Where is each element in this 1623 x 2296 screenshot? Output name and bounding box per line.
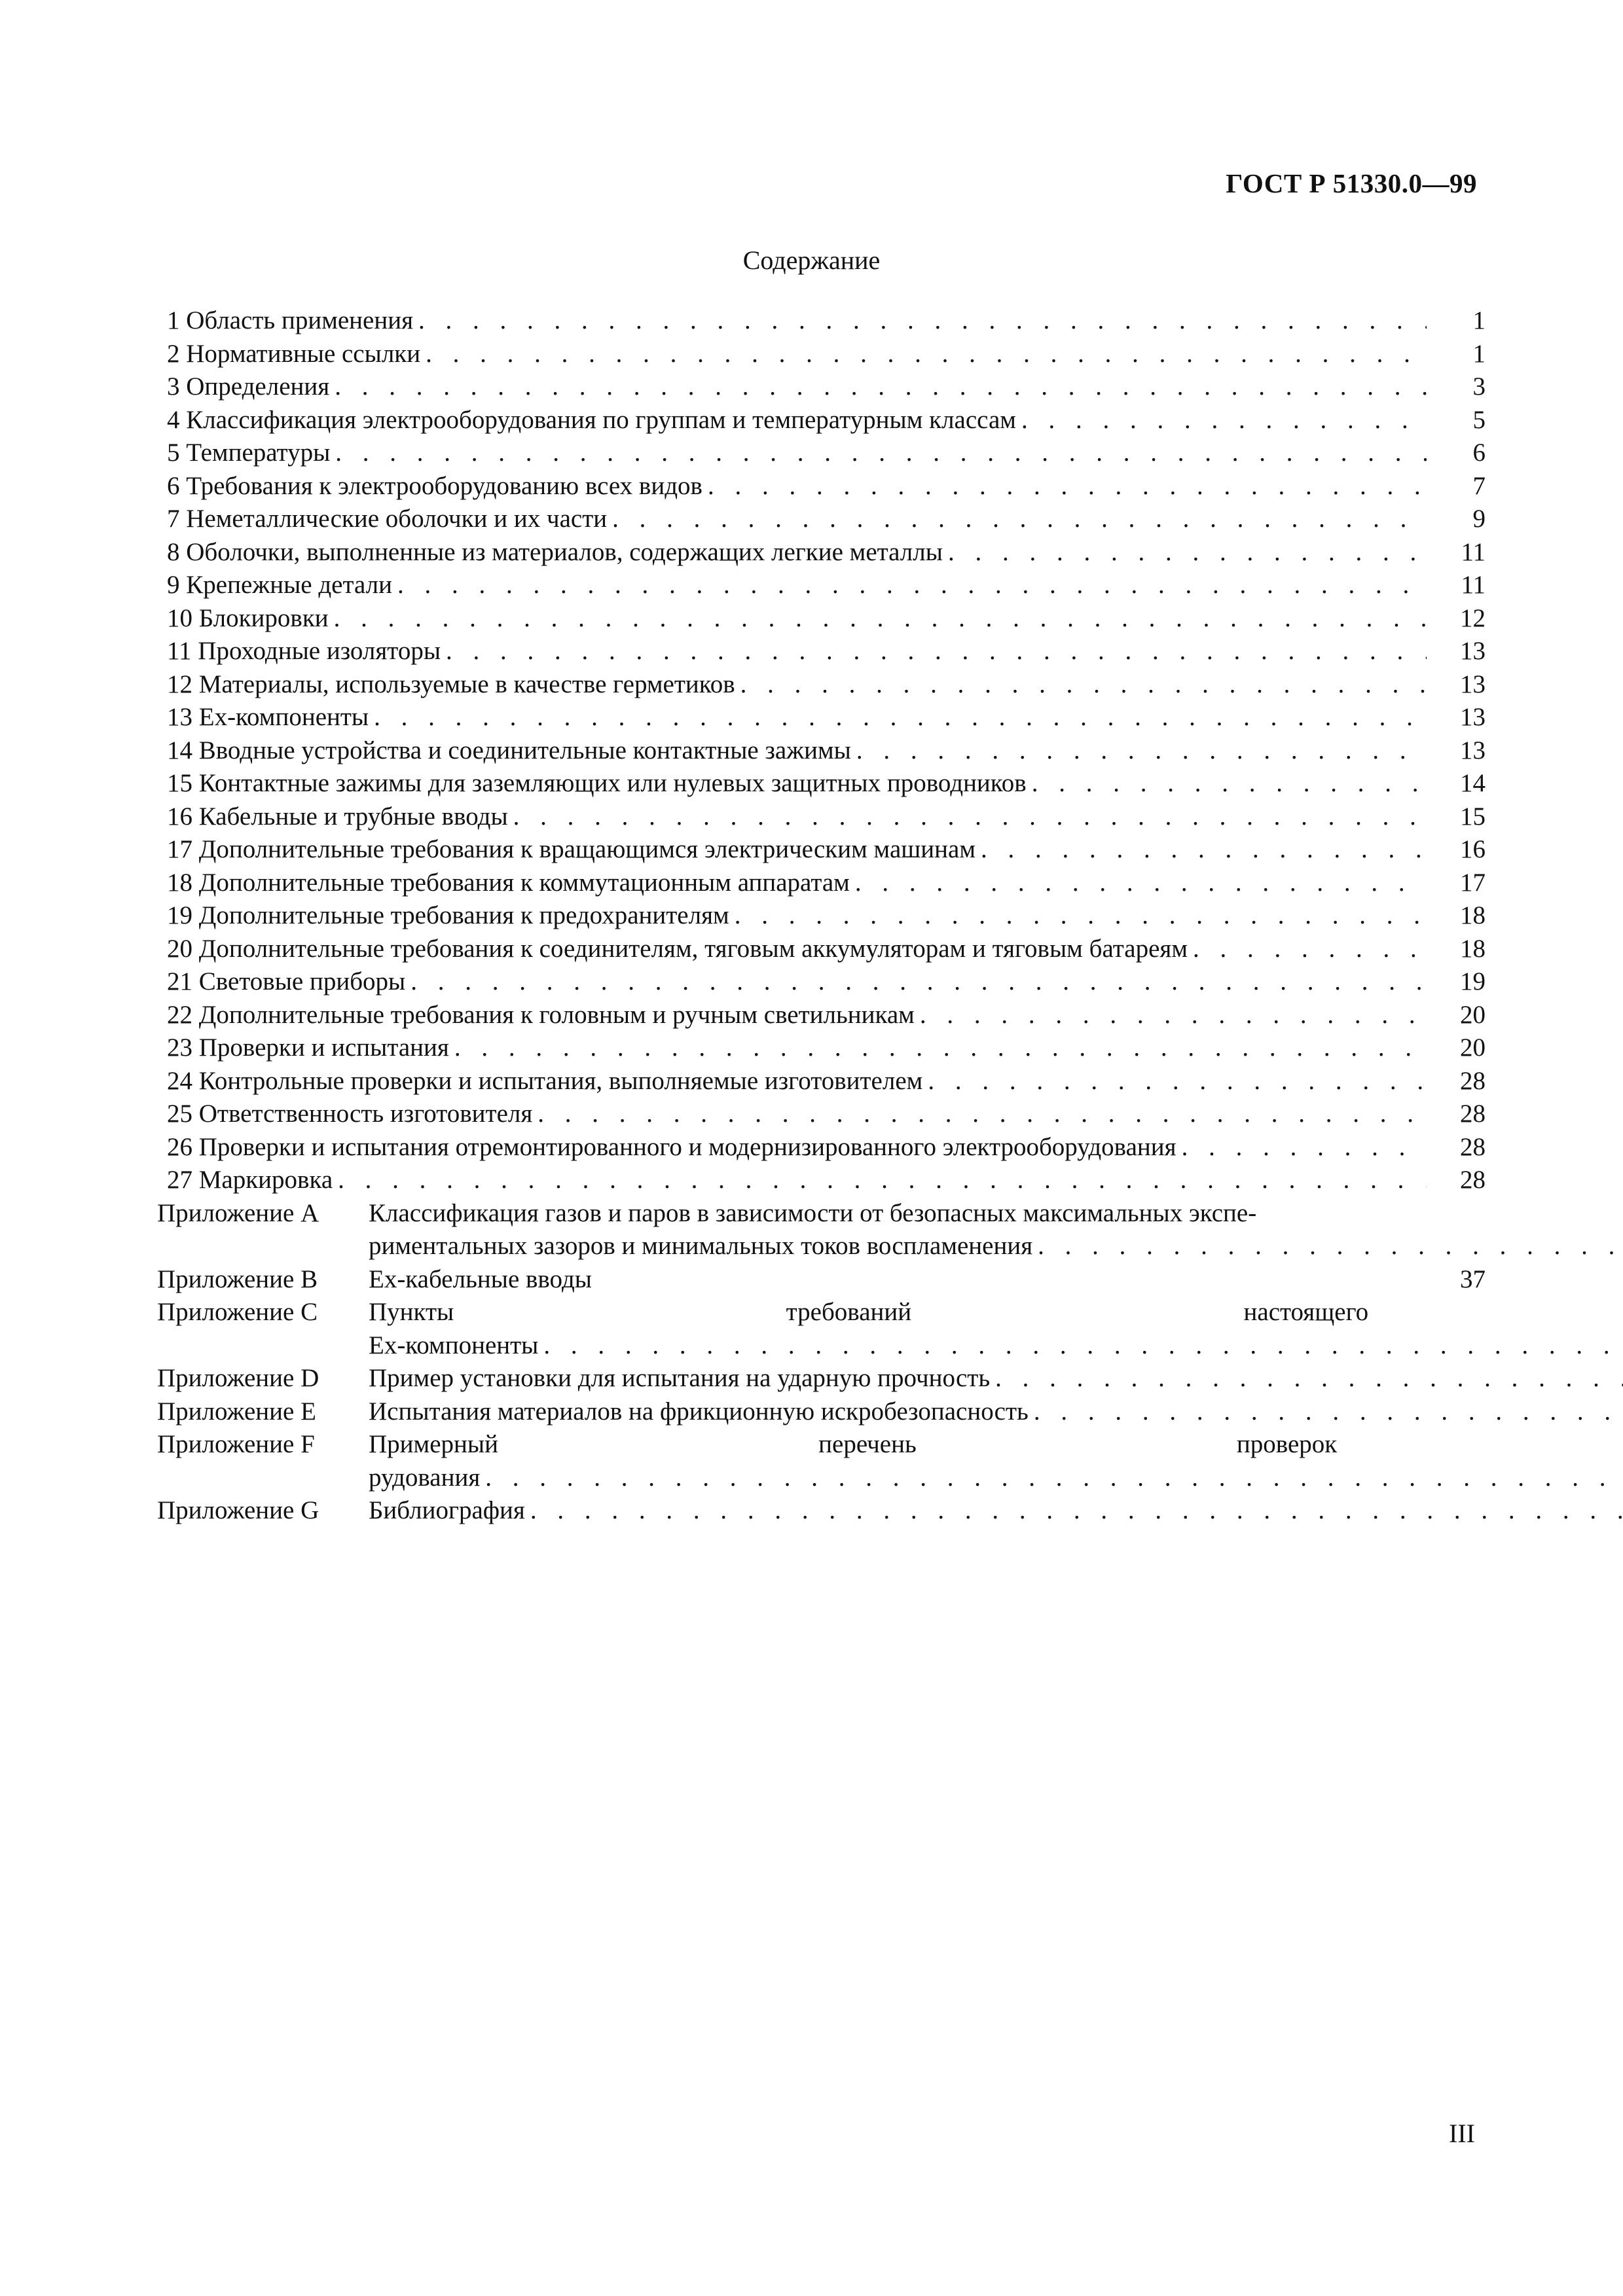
toc-entry-25[interactable]: 25 Ответственность изготовителя . . . 28: [157, 1098, 1486, 1131]
toc-entry-18[interactable]: 18 Дополнительные требования к коммутационным аппаратам . . . 17: [157, 867, 1486, 900]
toc-entry-4[interactable]: 4 Классификация электрооборудования по группам и температурным классам . . . 5: [157, 404, 1486, 437]
toc-entry-6[interactable]: 6 Требования к электрооборудованию всех видов . . . 7: [157, 470, 1486, 503]
toc-entry-23[interactable]: 23 Проверки и испытания . . . 20: [157, 1031, 1486, 1065]
toc-entry-20[interactable]: 20 Дополнительные требования к соединителям, тяговым аккумуляторам и тяговым батареям . . . 18: [157, 933, 1486, 966]
appendix-label: Приложение B: [157, 1265, 318, 1293]
toc-appendix-g[interactable]: [157, 1494, 1486, 1528]
appendix-title: Пример установки для испытания на ударную прочность: [369, 1362, 995, 1395]
toc-entry-17[interactable]: 17 Дополнительные требования к вращающимся электрическим машинам . . . 16: [157, 833, 1486, 867]
toc-entry-7[interactable]: 7 Неметаллические оболочки и их части . . . 9: [157, 503, 1486, 536]
appendix-title-line1: Пункты требований настоящего: [369, 1298, 1369, 1326]
appendix-label: Приложение G: [157, 1496, 319, 1524]
toc-appendix-e[interactable]: [157, 1395, 1486, 1429]
toc-entry-19[interactable]: 19 Дополнительные требования к предохранителям . . . 18: [157, 899, 1486, 933]
toc-appendix-c[interactable]: [157, 1296, 1486, 1362]
toc-entry-13[interactable]: 13 Ех-компоненты . . . 13: [157, 701, 1486, 734]
toc-entry-2[interactable]: 2 Нормативные ссылки . . . 1: [157, 338, 1486, 371]
toc-entry-9[interactable]: 9 Крепежные детали . . . 11: [157, 569, 1486, 602]
toc-entry-14[interactable]: 14 Вводные устройства и соединительные контактные зажимы . . . 13: [157, 734, 1486, 768]
appendix-label: Приложение A: [157, 1198, 319, 1227]
appendix-title: Испытания материалов на фрикционную искробезопасность: [369, 1395, 1034, 1429]
appendix-title-line2: Ех-компоненты: [369, 1329, 543, 1363]
toc-entry-3[interactable]: 3 Определения . . . 3: [157, 370, 1486, 404]
appendix-label: Приложение F: [157, 1430, 315, 1458]
toc-appendix-b[interactable]: [157, 1263, 1486, 1297]
toc-entry-8[interactable]: 8 Оболочки, выполненные из материалов, содержащих легкие металлы . . . 11: [157, 536, 1486, 569]
appendix-title-line2: рудования: [369, 1462, 485, 1495]
table-of-contents: [157, 304, 1486, 1528]
toc-entry-16[interactable]: 16 Кабельные и трубные вводы . . . 15: [157, 800, 1486, 834]
toc-entry-24[interactable]: 24 Контрольные проверки и испытания, выполняемые изготовителем . . . 28: [157, 1065, 1486, 1098]
appendix-label: Приложение E: [157, 1397, 316, 1426]
page-number: III: [1449, 2119, 1475, 2148]
toc-title: Содержание: [742, 245, 881, 275]
appendix-title: Библиография: [369, 1494, 530, 1528]
document-id-header: ГОСТ Р 51330.0—99: [1226, 168, 1477, 198]
appendix-title-line1: Примерный перечень проверок: [369, 1430, 1338, 1458]
appendix-title-line2: риментальных зазоров и минимальных токов воспламенения: [369, 1230, 1038, 1263]
appendix-title-line1: Классификация газов и паров в зависимости от безопасных максимальных экспе-: [369, 1198, 1257, 1227]
toc-entry-10[interactable]: 10 Блокировки . . . 12: [157, 602, 1486, 636]
toc-entry-27[interactable]: 27 Маркировка . . . 28: [157, 1164, 1486, 1197]
toc-entry-1[interactable]: 1 Область применения . . . 1: [157, 304, 1486, 338]
toc-entry-26[interactable]: 26 Проверки и испытания отремонтированного и модернизированного электрооборудования . . . 28: [157, 1131, 1486, 1164]
toc-entry-21[interactable]: 21 Световые приборы . . . 19: [157, 965, 1486, 999]
toc-entry-22[interactable]: 22 Дополнительные требования к головным и ручным светильникам . . . 20: [157, 999, 1486, 1032]
appendix-page: 37: [1460, 1265, 1486, 1293]
appendix-label: Приложение C: [157, 1298, 318, 1326]
toc-entry-15[interactable]: 15 Контактные зажимы для заземляющих или нулевых защитных проводников . . . 14: [157, 767, 1486, 800]
toc-entry-5[interactable]: 5 Температуры . . . 6: [157, 437, 1486, 470]
appendix-label: Приложение D: [157, 1364, 319, 1392]
appendix-title: Ех-кабельные вводы: [369, 1263, 597, 1297]
toc-entry-11[interactable]: 11 Проходные изоляторы . . . 13: [157, 635, 1486, 668]
toc-appendix-a[interactable]: [157, 1197, 1486, 1263]
toc-appendix-f[interactable]: [157, 1428, 1486, 1494]
toc-appendix-d[interactable]: [157, 1362, 1486, 1395]
toc-entry-12[interactable]: 12 Материалы, используемые в качестве герметиков . . . 13: [157, 668, 1486, 702]
